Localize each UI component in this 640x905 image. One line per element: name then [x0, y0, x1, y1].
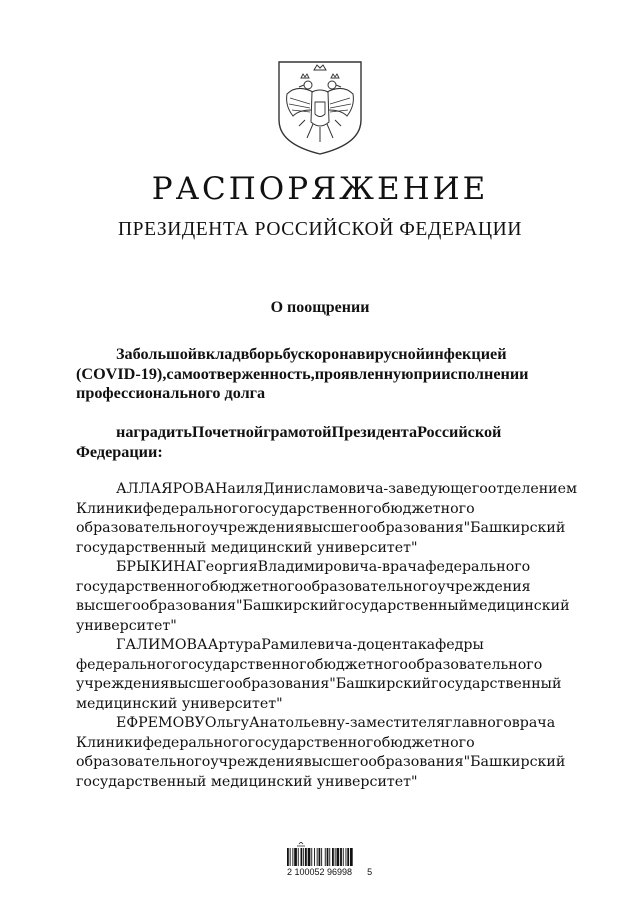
barcode-bar: [301, 848, 303, 866]
awardee-line: Клиникифедеральногогосударственногобюджетного: [76, 500, 475, 517]
document-heading: О поощрении: [270, 299, 370, 316]
awardee-line: АЛЛАЯРОВАНаиляДинисламовича-заведующегоотделением: [116, 481, 578, 497]
barcode-bar: [314, 848, 315, 866]
awardee-line: Клиникифедеральногогосударственногобюджетного: [76, 734, 475, 751]
preamble-line: Забольшойвкладвборьбускоронавируснойинфекцией: [116, 345, 507, 363]
awardee-line: образовательногоучреждениявысшегообразования"Башкирский: [76, 754, 566, 770]
barcode-bar: [343, 848, 344, 866]
decision-paragraph: [76, 423, 566, 462]
barcode-bar: [347, 848, 349, 866]
barcode-bar: [294, 848, 297, 866]
awardee-line: государственногобюджетногообразовательногоучреждения: [76, 578, 531, 595]
barcode-bar: [332, 848, 334, 866]
barcode-bar: [350, 848, 353, 866]
barcode-digits: 2 100052 96998: [287, 867, 353, 877]
awardee-line: медицинский университет": [76, 695, 283, 712]
barcode-bar: [290, 848, 291, 866]
barcode-number: [287, 867, 387, 877]
awardee-line: образовательногоучреждениявысшегообразования"Башкирский: [76, 520, 566, 536]
barcode-bar: [335, 848, 336, 866]
barcode-bar: [308, 848, 311, 866]
document-subtitle: ПРЕЗИДЕНТА РОССИЙСКОЙ ФЕДЕРАЦИИ: [117, 219, 523, 240]
barcode-bar: [319, 848, 321, 866]
barcode-bar: [292, 848, 293, 866]
barcode-bar: [305, 848, 307, 866]
preamble-line: (COVID-19),самоотверженность,проявленнуюприисполнении: [76, 364, 529, 383]
awardee-line: ЕФРЕМОВУОльгуАнатольевну-заместителяглавноговрача: [116, 715, 556, 731]
barcode-bar: [340, 848, 342, 866]
barcode-bar: [311, 848, 312, 866]
awardee-line: ГАЛИМОВААртураРамилевича-доцентакафедры: [116, 637, 484, 653]
awardee-line: государственный медицинский университет": [76, 539, 418, 556]
barcode-bar: [325, 848, 326, 866]
awardee-entry: [76, 558, 570, 636]
barcode-bar: [317, 848, 318, 866]
document-title: РАСПОРЯЖЕНИЕ: [151, 171, 489, 207]
barcode-check-digit: 5: [367, 867, 373, 877]
barcode-bar: [346, 848, 347, 866]
decision-line: Федерации:: [76, 442, 163, 461]
decision-line: наградитьПочетнойграмотойПрезидентаРоссийской: [116, 423, 502, 441]
awardee-entry: [76, 636, 566, 714]
awardee-line: учреждениявысшегообразования"Башкирскийгосударственный: [76, 676, 562, 692]
awardee-line: БРЫКИНАГеоргияВладимировича-врачафедерального: [116, 559, 531, 575]
coat-of-arms-emblem: [277, 60, 363, 156]
barcode-bar: [287, 848, 289, 866]
awardee-line: федеральногогосударственногобюджетногообразовательного: [76, 656, 543, 673]
barcode-bar: [327, 848, 329, 866]
preamble-line: профессионального долга: [76, 384, 266, 402]
barcode-bar: [303, 848, 304, 866]
awardee-entry: [76, 480, 578, 558]
awardee-entry: [76, 714, 566, 792]
barcode-bar: [298, 848, 299, 866]
awardee-line: государственный медицинский университет": [76, 773, 418, 790]
awardee-line: университет": [76, 617, 177, 634]
preamble-paragraph: [76, 345, 566, 404]
barcode-bar: [321, 848, 322, 866]
awardee-line: высшегообразования"Башкирскийгосударственныймедицинский: [76, 598, 570, 614]
barcode-bar: [329, 848, 330, 866]
barcode-bar: [337, 848, 340, 866]
